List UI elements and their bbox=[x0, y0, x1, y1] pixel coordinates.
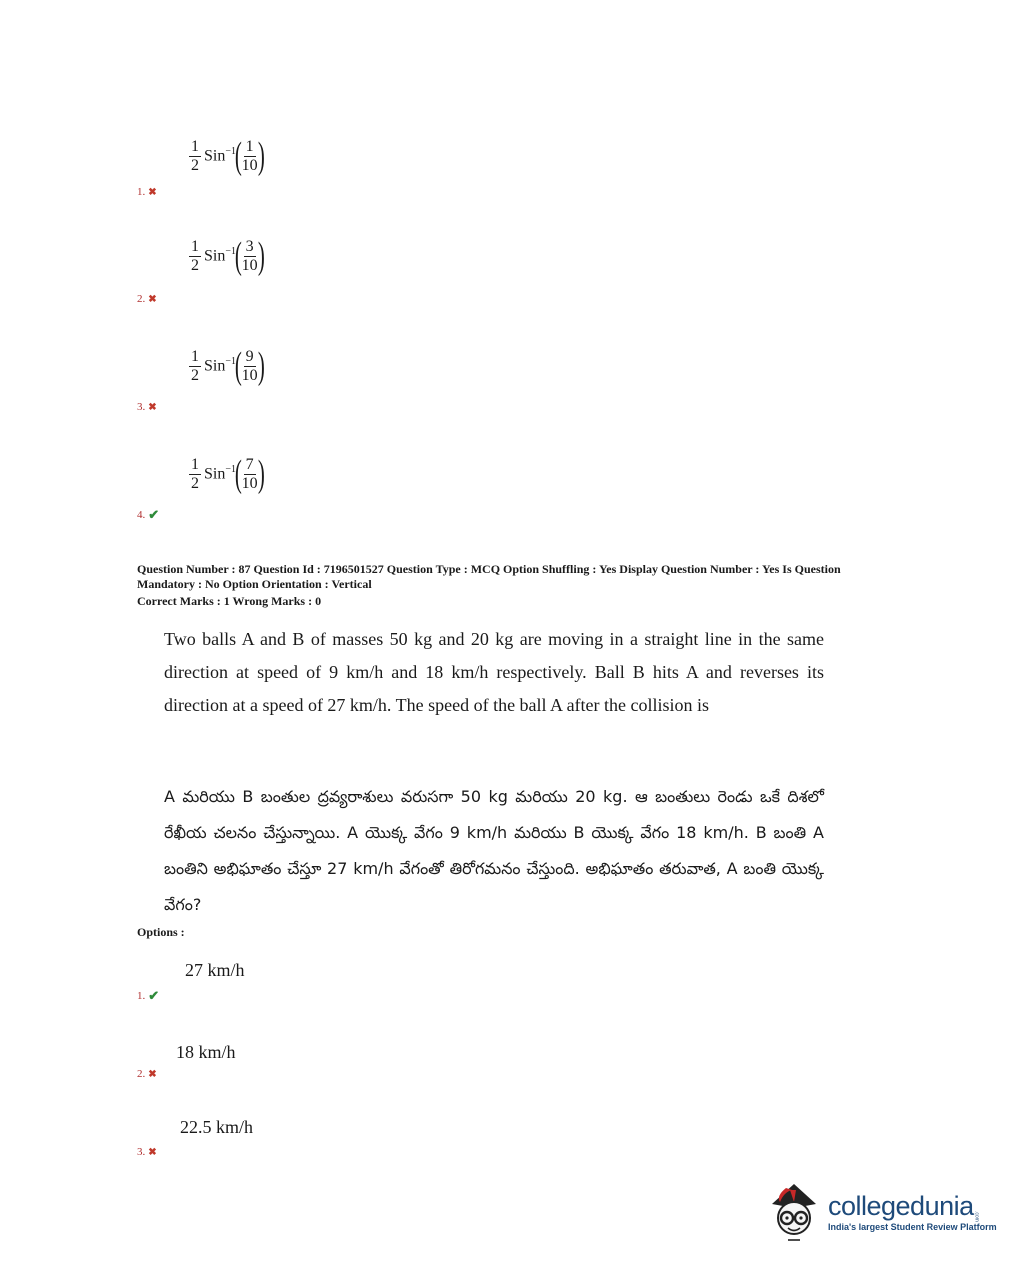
question-meta-line: Mandatory : No Option Orientation : Vertical bbox=[137, 577, 372, 591]
correct-check-icon: ✔ bbox=[148, 988, 160, 1003]
sin-function: Sin$^{-1}$ bbox=[204, 356, 236, 375]
prev-option-expression: $\frac{1}{2}$ Sin$^{-1}$ ( $\frac{3}{10}$ ) bbox=[191, 235, 265, 277]
argument-fraction: $\frac{7}{10}$ bbox=[241, 455, 258, 492]
argument-fraction: $\frac{1}{10}$ bbox=[241, 137, 258, 174]
sin-function: Sin$^{-1}$ bbox=[204, 146, 236, 165]
collegedunia-logo bbox=[766, 1178, 997, 1244]
argument-fraction: $\frac{3}{10}$ bbox=[241, 237, 258, 274]
question-marks: Correct Marks : 1 Wrong Marks : 0 bbox=[137, 594, 322, 608]
logo-tagline: India's largest Student Review Platform bbox=[828, 1221, 997, 1232]
prev-option-number: 4. ✔ bbox=[137, 507, 160, 522]
question-text-english: Two balls A and B of masses 50 kg and 20 kg are moving in a straight line in the same direction at speed of 9 km/h and 18 km/h respectively. Ball B hits A and reverses its direction at a speed of 27 km/h. The speed of the ball A after the collision is bbox=[164, 629, 824, 715]
logo-name: collegedunia bbox=[828, 1190, 974, 1221]
prev-option-expression: $\frac{1}{2}$ Sin$^{-1}$ ( $\frac{7}{10}$ ) bbox=[191, 453, 265, 495]
sin-function: Sin$^{-1}$ bbox=[204, 464, 236, 483]
options-label: Options : bbox=[137, 925, 185, 939]
option-number: 2. ✖ bbox=[137, 1068, 157, 1080]
mascot-icon bbox=[766, 1178, 822, 1244]
prev-option-expression: $\frac{1}{2}$ Sin$^{-1}$ ( $\frac{9}{10}$ ) bbox=[191, 345, 265, 387]
coefficient-fraction: $\frac{1}{2}$ bbox=[191, 137, 199, 174]
argument-fraction: $\frac{9}{10}$ bbox=[241, 347, 258, 384]
prev-option-expression: $\frac{1}{2}$ Sin$^{-1}$ ( $\frac{1}{10}$ ) bbox=[191, 135, 265, 177]
wrong-icon: ✖ bbox=[148, 1068, 157, 1080]
option-text: 27 km/h bbox=[185, 960, 245, 980]
question-meta-line: Question Number : 87 Question Id : 7196501527 Question Type : MCQ Option Shuffling : Yes Display Question Number : Yes Is Question bbox=[137, 562, 841, 576]
prev-option-number: 2. ✖ bbox=[137, 293, 157, 305]
wrong-icon: ✖ bbox=[148, 293, 157, 305]
option-number: 3. ✖ bbox=[137, 1146, 157, 1158]
logo-domain: .com bbox=[973, 1210, 980, 1222]
prev-option-number: 1. ✖ bbox=[137, 186, 157, 198]
wrong-icon: ✖ bbox=[148, 1146, 157, 1158]
correct-check-icon: ✔ bbox=[148, 507, 160, 522]
sin-function: Sin$^{-1}$ bbox=[204, 246, 236, 265]
question-text-telugu: A మరియు B బంతుల ద్రవ్యరాశులు వరుసగా 50 kg మరియు 20 kg. ఆ బంతులు రెండు ఒకే దిశలో రేఖీయ చలనం చేస్తున్నాయి. A యొక్క వేగం 9 km/h మరియు B యొక్క వేగం 18 km/h. B బంతి A బంతిని అభిఘాతం చేస్తూ 27 km/h వేగంతో తిరోగమనం చేస్తుంది. అభిఘాతం తరువాత, A బంతి యొక్క వేగం? bbox=[164, 787, 824, 914]
coefficient-fraction: $\frac{1}{2}$ bbox=[191, 237, 199, 274]
question-meta bbox=[137, 562, 907, 609]
coefficient-fraction: $\frac{1}{2}$ bbox=[191, 455, 199, 492]
wrong-icon: ✖ bbox=[148, 401, 157, 413]
option-number: 1. ✔ bbox=[137, 988, 160, 1003]
wrong-icon: ✖ bbox=[148, 186, 157, 198]
prev-option-number: 3. ✖ bbox=[137, 401, 157, 413]
option-text: 22.5 km/h bbox=[180, 1117, 254, 1137]
coefficient-fraction: $\frac{1}{2}$ bbox=[191, 347, 199, 384]
option-text: 18 km/h bbox=[176, 1042, 236, 1062]
